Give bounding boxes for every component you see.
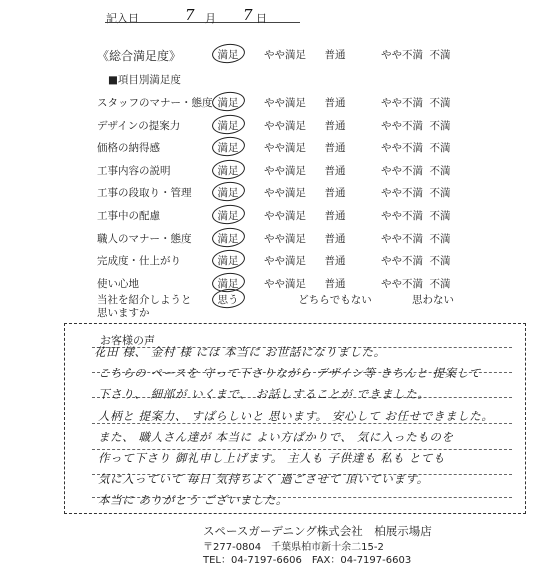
date-label: 記入日 xyxy=(106,12,139,25)
item-option[interactable]: 満足 xyxy=(217,97,239,109)
item-option[interactable]: 普通 xyxy=(324,277,346,290)
overall-option-2[interactable]: 普通 xyxy=(324,49,346,61)
item-option[interactable]: 満足 xyxy=(217,210,239,222)
item-option[interactable]: 不満 xyxy=(429,97,451,109)
date-day: 7 xyxy=(243,6,253,24)
item-label: スタッフのマナー・態度 xyxy=(97,97,213,109)
item-option[interactable]: やや満足 xyxy=(264,164,306,177)
item-label: 使い心地 xyxy=(97,277,139,290)
item-option[interactable]: 普通 xyxy=(324,97,346,109)
footer-phone: TEL：04-7197-6606 FAX：04-7197-6603 xyxy=(203,555,412,566)
comment-line: こちらの ペースを 守って下さりながら デザイン等 きちんと 提案して xyxy=(98,366,481,381)
referral-label-line1: 当社を紹介しようと xyxy=(97,294,192,306)
date-month-unit: 月 xyxy=(205,12,216,25)
section-title: ■項目別満足度 xyxy=(108,74,181,86)
item-option[interactable]: 満足 xyxy=(217,142,239,155)
item-option[interactable]: 普通 xyxy=(324,232,346,245)
date-underline xyxy=(105,22,300,23)
item-option[interactable]: やや不満 xyxy=(381,255,423,268)
item-option[interactable]: 不満 xyxy=(429,232,451,245)
item-option[interactable]: 普通 xyxy=(324,255,346,268)
item-option[interactable]: やや不満 xyxy=(381,97,423,109)
comment-line: 作って下さり 御礼申し上げます。 主人も 子供達も 私も とても xyxy=(98,451,446,465)
comment-line: 花田 様、 金村 様 には 本当に お世話になりました。 xyxy=(94,345,386,359)
item-option[interactable]: 普通 xyxy=(324,142,346,155)
item-option[interactable]: やや満足 xyxy=(264,97,306,109)
item-option[interactable]: やや満足 xyxy=(264,187,306,200)
comment-line: 本当に ありがとう ございました。 xyxy=(98,493,289,508)
item-option[interactable]: 不満 xyxy=(429,119,451,132)
referral-label-line2: 思いますか xyxy=(97,307,150,319)
item-label: デザインの提案力 xyxy=(97,119,181,132)
overall-option-1[interactable]: やや満足 xyxy=(264,49,306,61)
item-option[interactable]: やや不満 xyxy=(381,119,423,132)
item-option[interactable]: やや満足 xyxy=(264,119,306,132)
referral-option-2[interactable]: 思わない xyxy=(412,294,454,306)
item-option[interactable]: 普通 xyxy=(324,187,346,200)
item-option[interactable]: 満足 xyxy=(217,164,239,177)
item-option[interactable]: 不満 xyxy=(429,210,451,222)
item-option[interactable]: やや満足 xyxy=(264,255,306,268)
comment-label: お客様の声 xyxy=(100,334,155,347)
date-day-unit: 日 xyxy=(256,12,267,25)
item-label: 価格の納得感 xyxy=(97,142,160,155)
item-label: 工事内容の説明 xyxy=(97,164,171,177)
item-option[interactable]: やや不満 xyxy=(381,142,423,155)
referral-option-0[interactable]: 思う xyxy=(217,294,239,306)
item-option[interactable]: 満足 xyxy=(217,255,239,268)
overall-option-3[interactable]: やや不満 xyxy=(381,49,423,61)
footer-address: 〒277-0804 千葉県柏市新十余二15-2 xyxy=(203,542,384,553)
item-label: 職人のマナー・態度 xyxy=(97,232,192,245)
item-option[interactable]: 不満 xyxy=(429,164,451,177)
referral-option-1[interactable]: どちらでもない xyxy=(298,294,372,306)
item-label: 完成度・仕上がり xyxy=(97,255,181,268)
comment-line: また、 職人さん達が 本当に よい方ばかりで、 気に入ったものを xyxy=(98,429,454,444)
item-option[interactable]: 満足 xyxy=(217,232,239,245)
item-option[interactable]: やや満足 xyxy=(264,277,306,290)
comment-line: 下さり、 細部が いくまで、 お話しすることが できました。 xyxy=(98,387,430,402)
item-option[interactable]: やや不満 xyxy=(381,277,423,290)
item-option[interactable]: やや満足 xyxy=(264,210,306,222)
item-label: 工事の段取り・管理 xyxy=(97,187,192,200)
date-month: 7 xyxy=(185,6,195,24)
comment-line: 気に入っていて 毎日 気持ちよく 過ごさせて 頂いています。 xyxy=(98,472,429,487)
item-option[interactable]: やや不満 xyxy=(381,232,423,245)
item-option[interactable]: やや満足 xyxy=(264,232,306,245)
item-option[interactable]: 不満 xyxy=(429,187,451,200)
item-option[interactable]: やや満足 xyxy=(264,142,306,155)
item-option[interactable]: 普通 xyxy=(324,164,346,177)
item-option[interactable]: やや不満 xyxy=(381,164,423,177)
item-option[interactable]: 満足 xyxy=(217,277,239,290)
item-option[interactable]: 普通 xyxy=(324,210,346,222)
item-label: 工事中の配慮 xyxy=(97,210,160,222)
item-option[interactable]: 満足 xyxy=(217,187,239,200)
item-option[interactable]: 満足 xyxy=(217,119,239,132)
overall-option-4[interactable]: 不満 xyxy=(429,49,451,61)
overall-option-0[interactable]: 満足 xyxy=(217,49,239,61)
item-option[interactable]: 不満 xyxy=(429,142,451,155)
item-option[interactable]: 不満 xyxy=(429,277,451,290)
footer-company: スペースガーデニング株式会社 柏展示場店 xyxy=(203,524,432,538)
item-option[interactable]: やや不満 xyxy=(381,210,423,222)
item-option[interactable]: 不満 xyxy=(429,255,451,268)
item-option[interactable]: やや不満 xyxy=(381,187,423,200)
comment-line: 人柄と 提案力、 すばらしいと 思います。 安心して お任せできました。 xyxy=(98,408,494,423)
item-option[interactable]: 普通 xyxy=(324,119,346,132)
overall-title: 《総合満足度》 xyxy=(97,49,182,63)
